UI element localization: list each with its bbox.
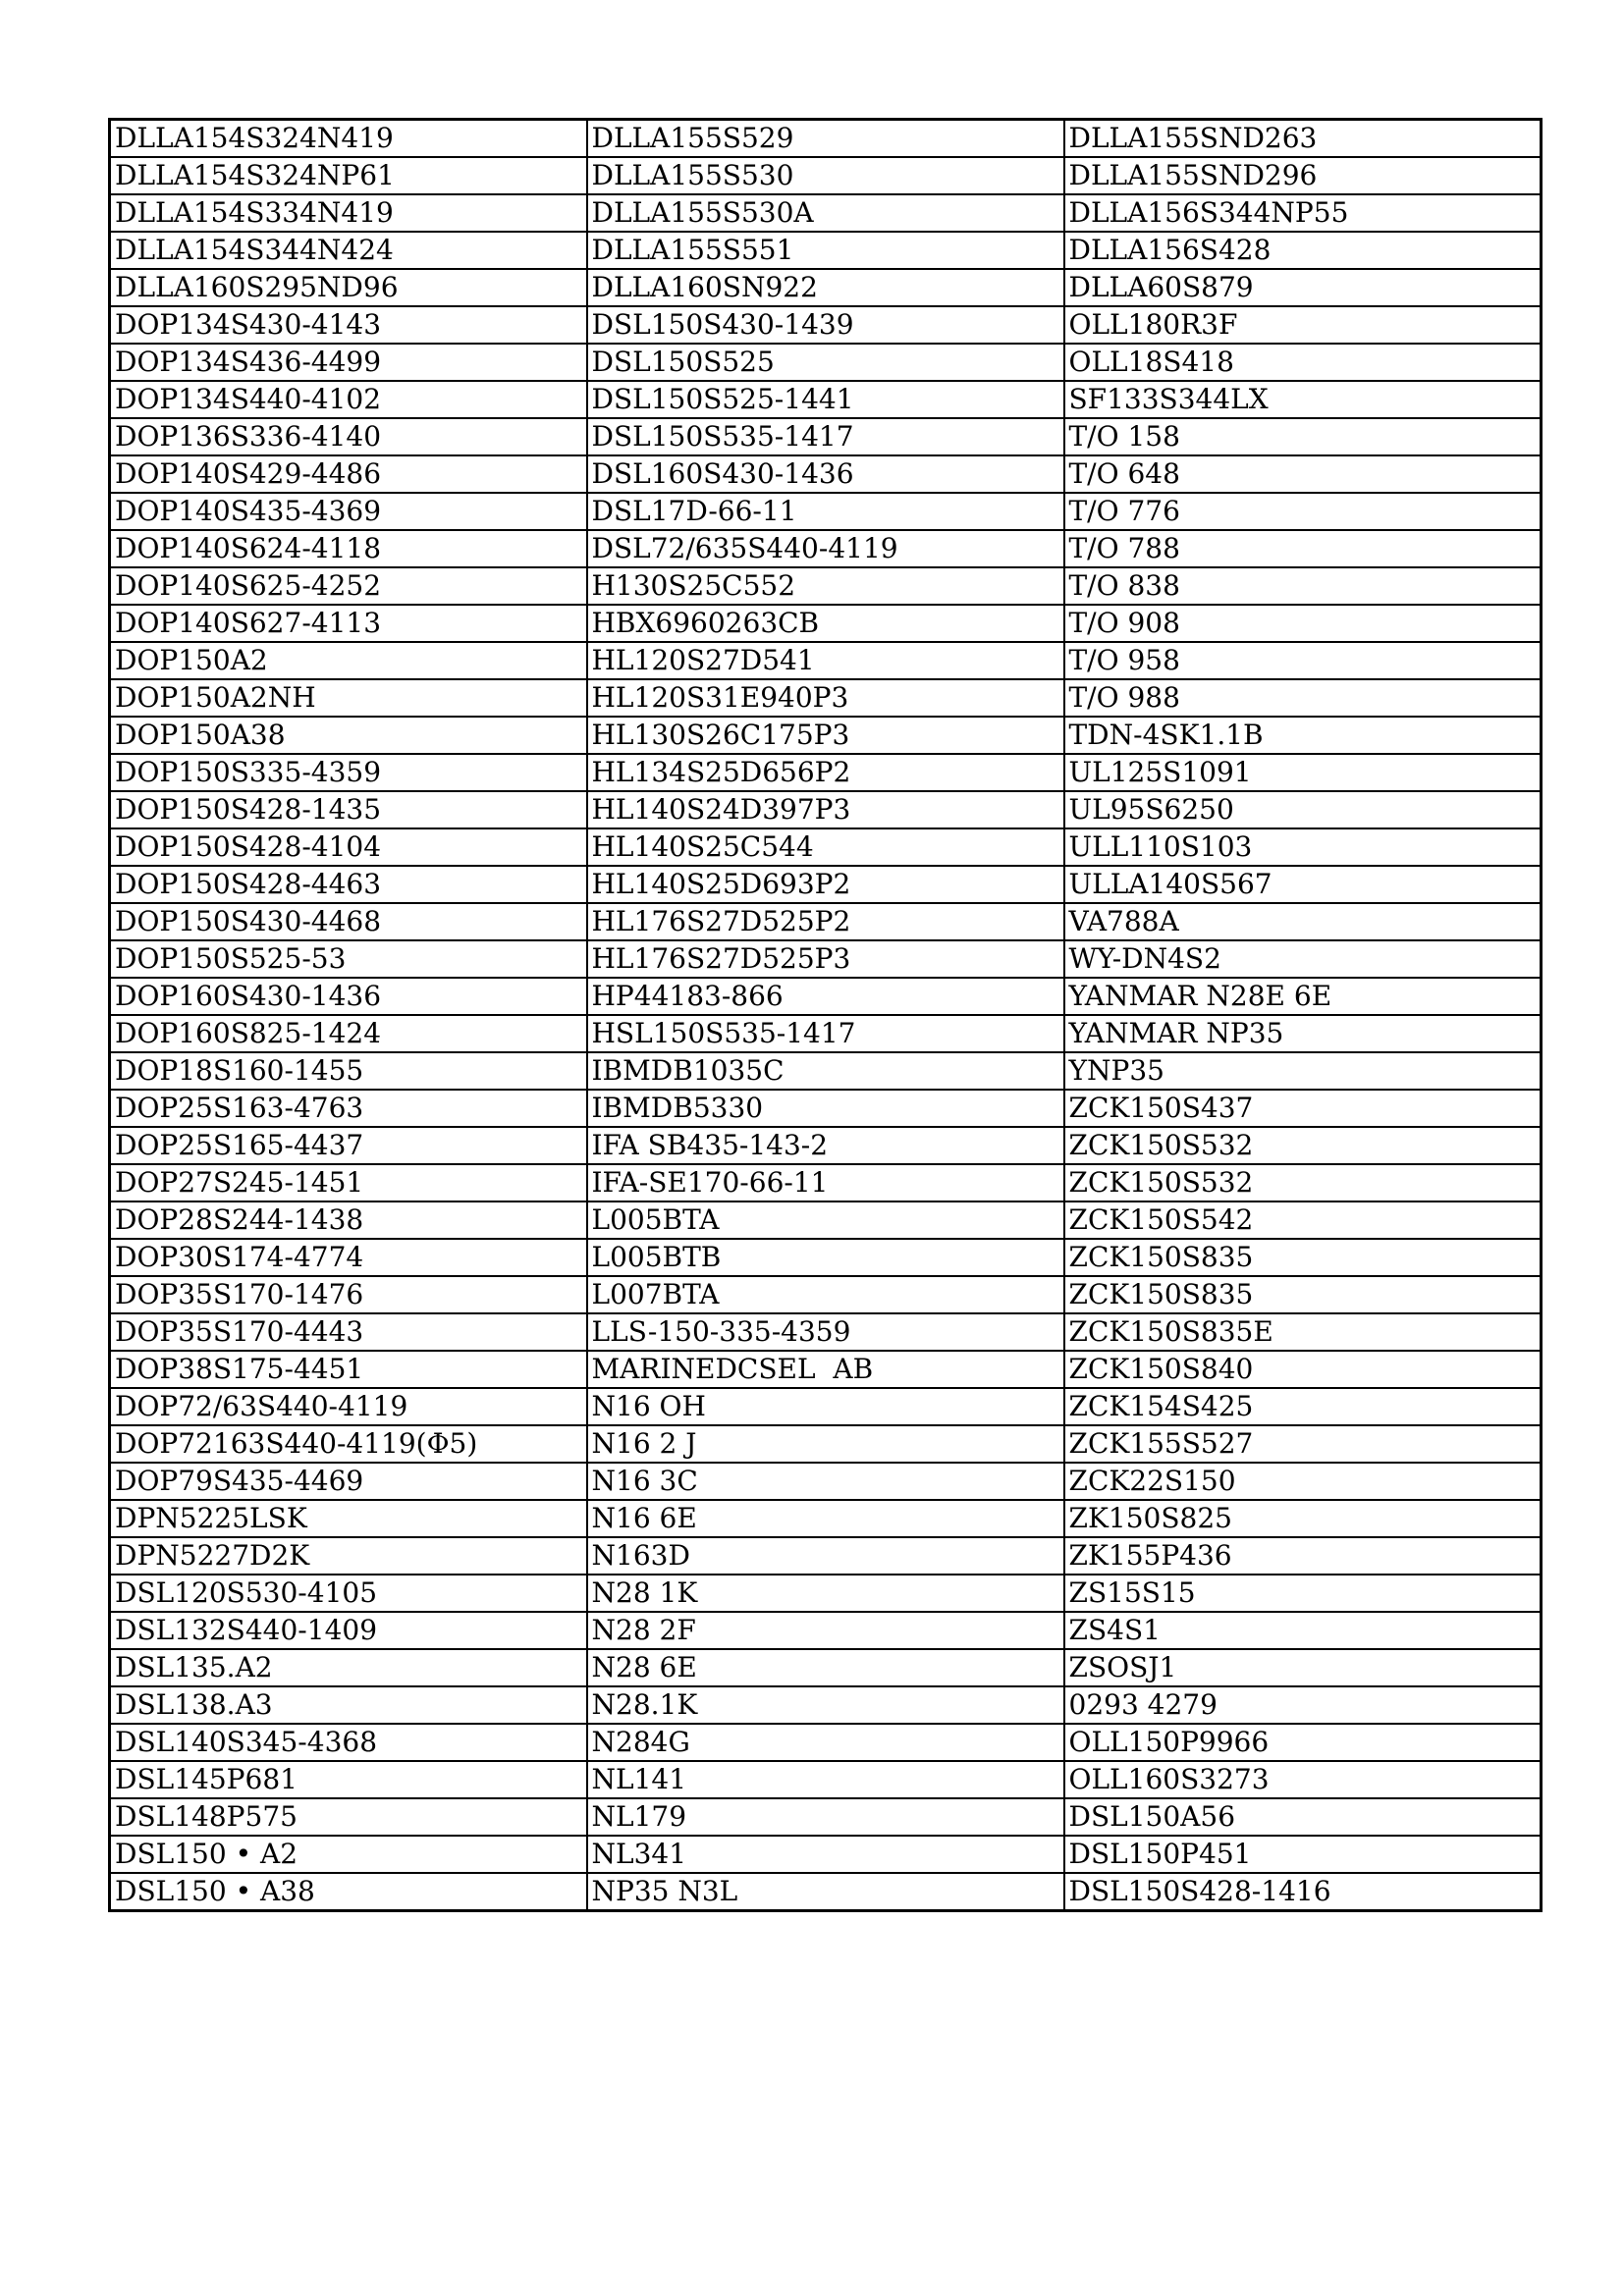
table-row (110, 418, 1542, 455)
table-cell: DOP150S428-1435 (110, 791, 587, 828)
table-cell: DSL150S430-1439 (587, 306, 1064, 344)
table-cell: DSL150A56 (1064, 1798, 1542, 1836)
table-cell: DOP25S165-4437 (110, 1127, 587, 1164)
table-row (110, 269, 1542, 306)
table-cell: DLLA60S879 (1064, 269, 1542, 306)
table-row (110, 120, 1542, 158)
table-cell: DLLA160S295ND96 (110, 269, 587, 306)
table-cell: IFA-SE170-66-11 (587, 1164, 1064, 1201)
table-cell: DSL145P681 (110, 1761, 587, 1798)
table-row (110, 1463, 1542, 1500)
table-cell: DLLA155SND263 (1064, 120, 1542, 158)
table-cell: HSL150S535-1417 (587, 1015, 1064, 1052)
table-row (110, 1388, 1542, 1425)
table-cell: N16 OH (587, 1388, 1064, 1425)
table-cell: HBX6960263CB (587, 605, 1064, 642)
table-cell: WY-DN4S2 (1064, 940, 1542, 978)
table-cell: DOP140S627-4113 (110, 605, 587, 642)
table-cell: DSL150S428-1416 (1064, 1873, 1542, 1911)
table-row (110, 381, 1542, 418)
table-cell: T/O 838 (1064, 567, 1542, 605)
table-row (110, 194, 1542, 232)
table-row (110, 1612, 1542, 1649)
table-cell: T/O 958 (1064, 642, 1542, 679)
table-cell: 0293 4279 (1064, 1686, 1542, 1724)
table-cell: DLLA154S324NP61 (110, 157, 587, 194)
table-cell: VA788A (1064, 903, 1542, 940)
table-cell: UL125S1091 (1064, 754, 1542, 791)
table-cell: N16 6E (587, 1500, 1064, 1537)
table-cell: DOP160S430-1436 (110, 978, 587, 1015)
table-cell: OLL18S418 (1064, 344, 1542, 381)
table-row (110, 1724, 1542, 1761)
table-row (110, 1201, 1542, 1239)
table-cell: DOP136S336-4140 (110, 418, 587, 455)
table-row (110, 567, 1542, 605)
table-cell: ULLA140S567 (1064, 866, 1542, 903)
table-cell: ZCK150S835E (1064, 1313, 1542, 1351)
table-cell: DOP134S436-4499 (110, 344, 587, 381)
table-cell: DPN5225LSK (110, 1500, 587, 1537)
table-row (110, 1761, 1542, 1798)
table-cell: DOP150S525-53 (110, 940, 587, 978)
table-cell: N28.1K (587, 1686, 1064, 1724)
table-cell: DSL138.A3 (110, 1686, 587, 1724)
table-cell: DLLA155S551 (587, 232, 1064, 269)
table-cell: ZCK150S542 (1064, 1201, 1542, 1239)
table-row (110, 903, 1542, 940)
table-cell: ZCK150S437 (1064, 1090, 1542, 1127)
table-cell: DOP18S160-1455 (110, 1052, 587, 1090)
table-cell: DOP72163S440-4119(Φ5) (110, 1425, 587, 1463)
table-cell: DOP150S430-4468 (110, 903, 587, 940)
table-cell: N284G (587, 1724, 1064, 1761)
table-cell: DSL150 • A38 (110, 1873, 587, 1911)
table-cell: DSL120S530-4105 (110, 1575, 587, 1612)
table-row (110, 1052, 1542, 1090)
table-cell: DOP140S429-4486 (110, 455, 587, 493)
table-cell: DLLA154S324N419 (110, 120, 587, 158)
table-cell: ZSOSJ1 (1064, 1649, 1542, 1686)
table-row (110, 1836, 1542, 1873)
table-cell: DSL140S345-4368 (110, 1724, 587, 1761)
table-cell: T/O 776 (1064, 493, 1542, 530)
table-cell: HL140S25D693P2 (587, 866, 1064, 903)
table-cell: N28 1K (587, 1575, 1064, 1612)
table-row (110, 754, 1542, 791)
table-cell: HL130S26C175P3 (587, 717, 1064, 754)
table-cell: DSL148P575 (110, 1798, 587, 1836)
table-row (110, 1090, 1542, 1127)
table-row (110, 306, 1542, 344)
table-cell: N163D (587, 1537, 1064, 1575)
table-cell: DLLA156S344NP55 (1064, 194, 1542, 232)
table-row (110, 642, 1542, 679)
table-cell: N28 2F (587, 1612, 1064, 1649)
table-row (110, 1351, 1542, 1388)
table-row (110, 157, 1542, 194)
table-cell: L005BTA (587, 1201, 1064, 1239)
table-cell: DOP150S428-4104 (110, 828, 587, 866)
table-cell: UL95S6250 (1064, 791, 1542, 828)
table-cell: HL140S25C544 (587, 828, 1064, 866)
table-cell: DOP30S174-4774 (110, 1239, 587, 1276)
table-row (110, 866, 1542, 903)
table-cell: N16 2 J (587, 1425, 1064, 1463)
table-cell: IBMDB1035C (587, 1052, 1064, 1090)
table-cell: DOP28S244-1438 (110, 1201, 587, 1239)
table-cell: DOP134S430-4143 (110, 306, 587, 344)
table-row (110, 978, 1542, 1015)
table-cell: OLL150P9966 (1064, 1724, 1542, 1761)
table-row (110, 1276, 1542, 1313)
table-cell: DOP140S435-4369 (110, 493, 587, 530)
table-cell: OLL180R3F (1064, 306, 1542, 344)
table-cell: MARINEDCSEL AB (587, 1351, 1064, 1388)
table-cell: DSL72/635S440-4119 (587, 530, 1064, 567)
table-cell: DOP35S170-1476 (110, 1276, 587, 1313)
table-cell: T/O 648 (1064, 455, 1542, 493)
table-cell: ZCK150S532 (1064, 1127, 1542, 1164)
table-row (110, 530, 1542, 567)
table-cell: YANMAR N28E 6E (1064, 978, 1542, 1015)
table-cell: ZCK22S150 (1064, 1463, 1542, 1500)
table-cell: DLLA154S344N424 (110, 232, 587, 269)
table-cell: DOP27S245-1451 (110, 1164, 587, 1201)
table-cell: DOP72/63S440-4119 (110, 1388, 587, 1425)
table-cell: ZCK150S835 (1064, 1239, 1542, 1276)
table-cell: NP35 N3L (587, 1873, 1064, 1911)
table-row (110, 455, 1542, 493)
table-row (110, 1127, 1542, 1164)
table-cell: ZK150S825 (1064, 1500, 1542, 1537)
table-cell: HL176S27D525P2 (587, 903, 1064, 940)
table-cell: DOP38S175-4451 (110, 1351, 587, 1388)
table-cell: T/O 988 (1064, 679, 1542, 717)
table-cell: DOP140S624-4118 (110, 530, 587, 567)
table-row (110, 791, 1542, 828)
table-row (110, 344, 1542, 381)
table-row (110, 1575, 1542, 1612)
table-cell: DOP150A38 (110, 717, 587, 754)
table-row (110, 717, 1542, 754)
table-cell: HL140S24D397P3 (587, 791, 1064, 828)
table-cell: LLS-150-335-4359 (587, 1313, 1064, 1351)
table-row (110, 1798, 1542, 1836)
table-cell: IFA SB435-143-2 (587, 1127, 1064, 1164)
table-cell: DOP35S170-4443 (110, 1313, 587, 1351)
table-cell: ZCK150S532 (1064, 1164, 1542, 1201)
part-number-table (108, 118, 1543, 1912)
table-cell: DLLA155S530A (587, 194, 1064, 232)
table-row (110, 1500, 1542, 1537)
table-cell: N16 3C (587, 1463, 1064, 1500)
table-row (110, 679, 1542, 717)
table-cell: DLLA154S334N419 (110, 194, 587, 232)
table-cell: DOP150S428-4463 (110, 866, 587, 903)
part-table-body (110, 120, 1542, 1911)
table-cell: ZS4S1 (1064, 1612, 1542, 1649)
table-cell: T/O 158 (1064, 418, 1542, 455)
table-cell: DOP150A2 (110, 642, 587, 679)
table-cell: HL120S27D541 (587, 642, 1064, 679)
table-cell: DSL160S430-1436 (587, 455, 1064, 493)
table-cell: DOP140S625-4252 (110, 567, 587, 605)
table-cell: L007BTA (587, 1276, 1064, 1313)
table-cell: DSL132S440-1409 (110, 1612, 587, 1649)
table-cell: DLLA155S530 (587, 157, 1064, 194)
table-cell: T/O 788 (1064, 530, 1542, 567)
table-cell: OLL160S3273 (1064, 1761, 1542, 1798)
table-cell: HL120S31E940P3 (587, 679, 1064, 717)
table-cell: DSL150 • A2 (110, 1836, 587, 1873)
table-row (110, 1313, 1542, 1351)
table-row (110, 605, 1542, 642)
table-cell: DSL150P451 (1064, 1836, 1542, 1873)
table-cell: HP44183-866 (587, 978, 1064, 1015)
table-row (110, 1537, 1542, 1575)
table-cell: ZCK155S527 (1064, 1425, 1542, 1463)
table-cell: SF133S344LX (1064, 381, 1542, 418)
table-cell: ZCK150S835 (1064, 1276, 1542, 1313)
table-row (110, 232, 1542, 269)
table-cell: DSL135.A2 (110, 1649, 587, 1686)
table-cell: DPN5227D2K (110, 1537, 587, 1575)
table-cell: DOP25S163-4763 (110, 1090, 587, 1127)
table-cell: ZCK154S425 (1064, 1388, 1542, 1425)
table-cell: TDN-4SK1.1B (1064, 717, 1542, 754)
table-cell: YANMAR NP35 (1064, 1015, 1542, 1052)
table-cell: L005BTB (587, 1239, 1064, 1276)
table-cell: ZS15S15 (1064, 1575, 1542, 1612)
table-cell: DLLA156S428 (1064, 232, 1542, 269)
table-cell: ULL110S103 (1064, 828, 1542, 866)
table-cell: YNP35 (1064, 1052, 1542, 1090)
table-cell: DLLA155SND296 (1064, 157, 1542, 194)
table-row (110, 1686, 1542, 1724)
table-row (110, 493, 1542, 530)
table-cell: ZK155P436 (1064, 1537, 1542, 1575)
table-cell: DSL150S525-1441 (587, 381, 1064, 418)
table-cell: IBMDB5330 (587, 1090, 1064, 1127)
table-cell: DOP160S825-1424 (110, 1015, 587, 1052)
table-cell: DOP79S435-4469 (110, 1463, 587, 1500)
table-cell: DSL150S535-1417 (587, 418, 1064, 455)
table-cell: DOP150S335-4359 (110, 754, 587, 791)
table-cell: DOP150A2NH (110, 679, 587, 717)
table-cell: N28 6E (587, 1649, 1064, 1686)
table-cell: NL341 (587, 1836, 1064, 1873)
table-cell: DSL17D-66-11 (587, 493, 1064, 530)
table-row (110, 1873, 1542, 1911)
table-row (110, 828, 1542, 866)
table-cell: HL134S25D656P2 (587, 754, 1064, 791)
table-cell: DLLA160SN922 (587, 269, 1064, 306)
table-cell: NL179 (587, 1798, 1064, 1836)
table-cell: DSL150S525 (587, 344, 1064, 381)
table-cell: T/O 908 (1064, 605, 1542, 642)
table-cell: H130S25C552 (587, 567, 1064, 605)
table-cell: DOP134S440-4102 (110, 381, 587, 418)
table-row (110, 1425, 1542, 1463)
table-row (110, 1015, 1542, 1052)
table-cell: ZCK150S840 (1064, 1351, 1542, 1388)
table-row (110, 1164, 1542, 1201)
table-row (110, 1239, 1542, 1276)
table-cell: DLLA155S529 (587, 120, 1064, 158)
table-cell: NL141 (587, 1761, 1064, 1798)
table-row (110, 1649, 1542, 1686)
table-row (110, 940, 1542, 978)
table-cell: HL176S27D525P3 (587, 940, 1064, 978)
